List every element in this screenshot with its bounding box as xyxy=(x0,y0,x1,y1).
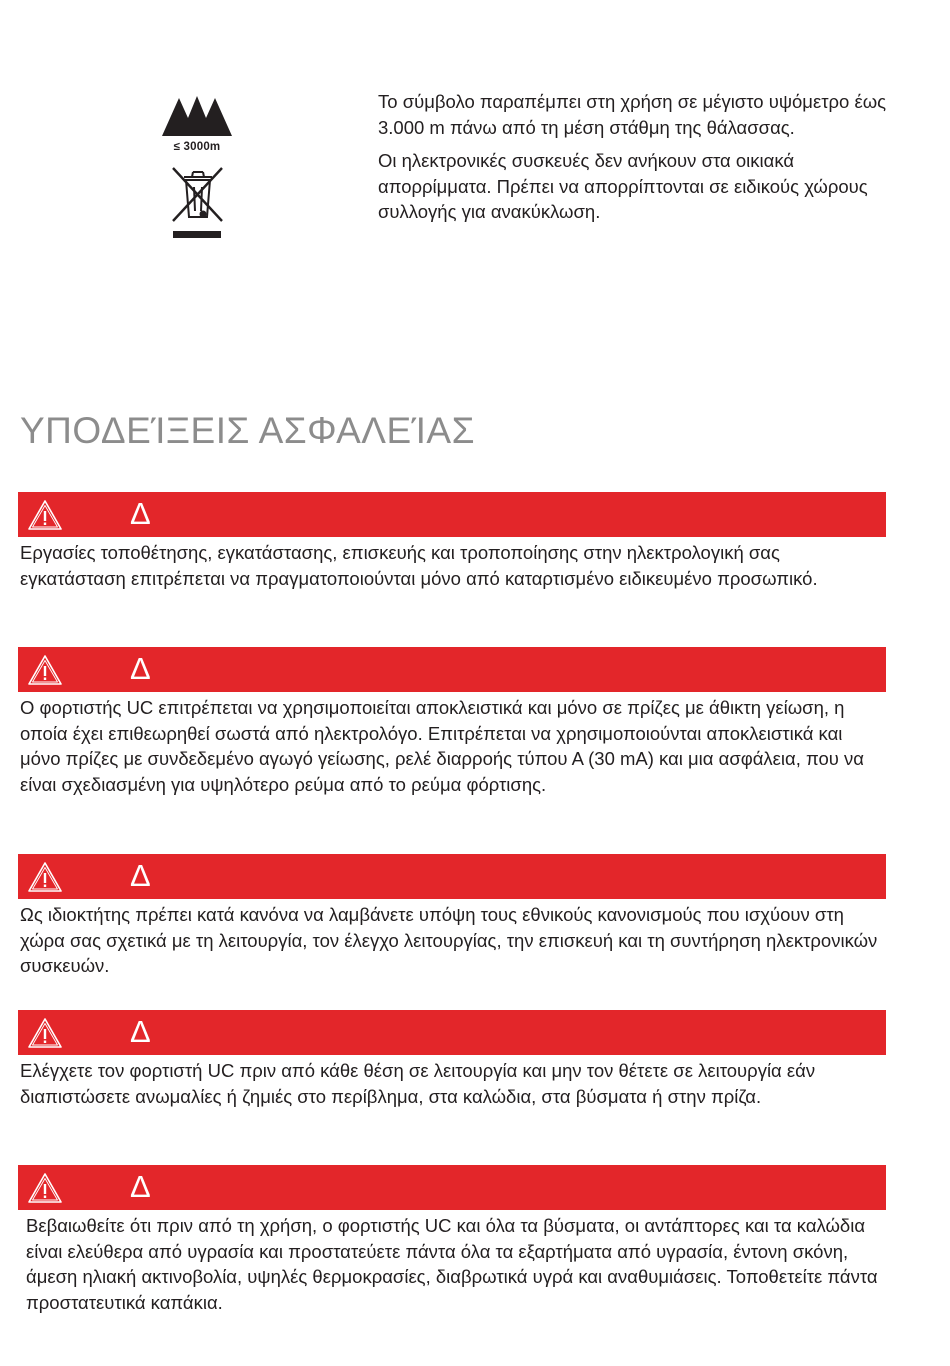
warning-block xyxy=(18,1165,886,1315)
warning-bar xyxy=(18,492,886,537)
warning-bar xyxy=(18,1165,886,1210)
warning-triangle-icon xyxy=(27,499,63,531)
warning-triangle-icon xyxy=(27,654,63,686)
warning-delta-symbol: Δ xyxy=(130,1014,151,1049)
warning-bar xyxy=(18,854,886,899)
warning-block xyxy=(18,492,886,591)
warning-text: Εργασίες τοποθέτησης, εγκατάστασης, επισκευής και τροποποίησης στην ηλεκτρολογική σας εγκατάσταση επιτρέπεται να πραγματοποιούνται μόνο από καταρτισμένο ειδικευμένο προσωπικό. xyxy=(20,542,818,589)
safety-heading: ΥΠΟΔΕΊΞΕΙΣ ΑΣΦΑΛΕΊΑΣ xyxy=(20,410,475,451)
warning-delta-symbol: Δ xyxy=(130,651,151,686)
warning-triangle-icon xyxy=(27,1017,63,1049)
warning-delta-symbol: Δ xyxy=(130,858,151,893)
symbol-descriptions xyxy=(378,89,888,233)
warning-delta-symbol: Δ xyxy=(130,1169,151,1204)
warning-text: Ως ιδιοκτήτης πρέπει κατά κανόνα να λαμβάνετε υπόψη τους εθνικούς κανονισμούς που ισχύουν στη χώρα σας σχετικά με τη λειτουργία, τον έλεγχο λειτουργίας, την επισκευή και τη συντήρηση ηλεκτρονικών συσκευών. xyxy=(20,904,878,977)
warning-triangle-icon xyxy=(27,861,63,893)
warning-delta-symbol: Δ xyxy=(130,496,151,531)
crossed-bin-weee-icon xyxy=(170,165,226,241)
weee-description: Οι ηλεκτρονικές συσκευές δεν ανήκουν στα οικιακά απορρίμματα. Πρέπει να απορρίπτονται σε ειδικούς χώρους συλλογής για ανακύκλωση. xyxy=(378,150,868,222)
warning-text: Βεβαιωθείτε ότι πριν από τη χρήση, ο φορτιστής UC και όλα τα βύσματα, οι αντάπτορες και τα καλώδια είναι ελεύθερα από υγρασία και προστατεύετε πάντα όλα τα εξαρτήματα από υγρασία, έντονη σκόνη, άμεση ηλιακή ακτινοβολία, υψηλές θερμοκρασίες, διαβρωτικά υγρά και αναθυμιάσεις. Τοποθετείτε πάντα προστατευτικά καπάκια. xyxy=(26,1215,878,1313)
warning-block xyxy=(18,854,886,979)
symbols-column xyxy=(160,96,236,241)
mountain-altitude-icon xyxy=(162,96,232,140)
warning-triangle-icon xyxy=(27,1172,63,1204)
warning-block xyxy=(18,647,886,797)
warning-bar xyxy=(18,1010,886,1055)
altitude-description: Το σύμβολο παραπέμπει στη χρήση σε μέγιστο υψόμετρο έως 3.000 m πάνω από τη μέση στάθμη της θάλασσας. xyxy=(378,91,887,138)
warning-block xyxy=(18,1010,886,1109)
altitude-label: ≤ 3000m xyxy=(173,141,221,153)
warning-bar xyxy=(18,647,886,692)
warning-text: Ο φορτιστής UC επιτρέπεται να χρησιμοποιείται αποκλειστικά και μόνο σε πρίζες με άθικτη γείωση, η οποία έχει επιθεωρηθεί σωστά από ηλεκτρολόγο. Επιτρέπεται να χρησιμοποιούνται αποκλειστικά και μόνο πρίζες με συνδεδεμένο αγωγό γείωσης, ρελέ διαρροής τύπου Α (30 mA) και μια ασφάλεια, που να είναι σχεδιασμένη για υψηλότερο ρεύμα από το ρεύμα φόρτισης. xyxy=(20,697,864,795)
warning-text: Ελέγχετε τον φορτιστή UC πριν από κάθε θέση σε λειτουργία και μην τον θέτετε σε λειτουργία εάν διαπιστώσετε ανωμαλίες ή ζημιές στο περίβλημα, στα καλώδια, στα βύσματα ή στην πρίζα. xyxy=(20,1060,816,1107)
